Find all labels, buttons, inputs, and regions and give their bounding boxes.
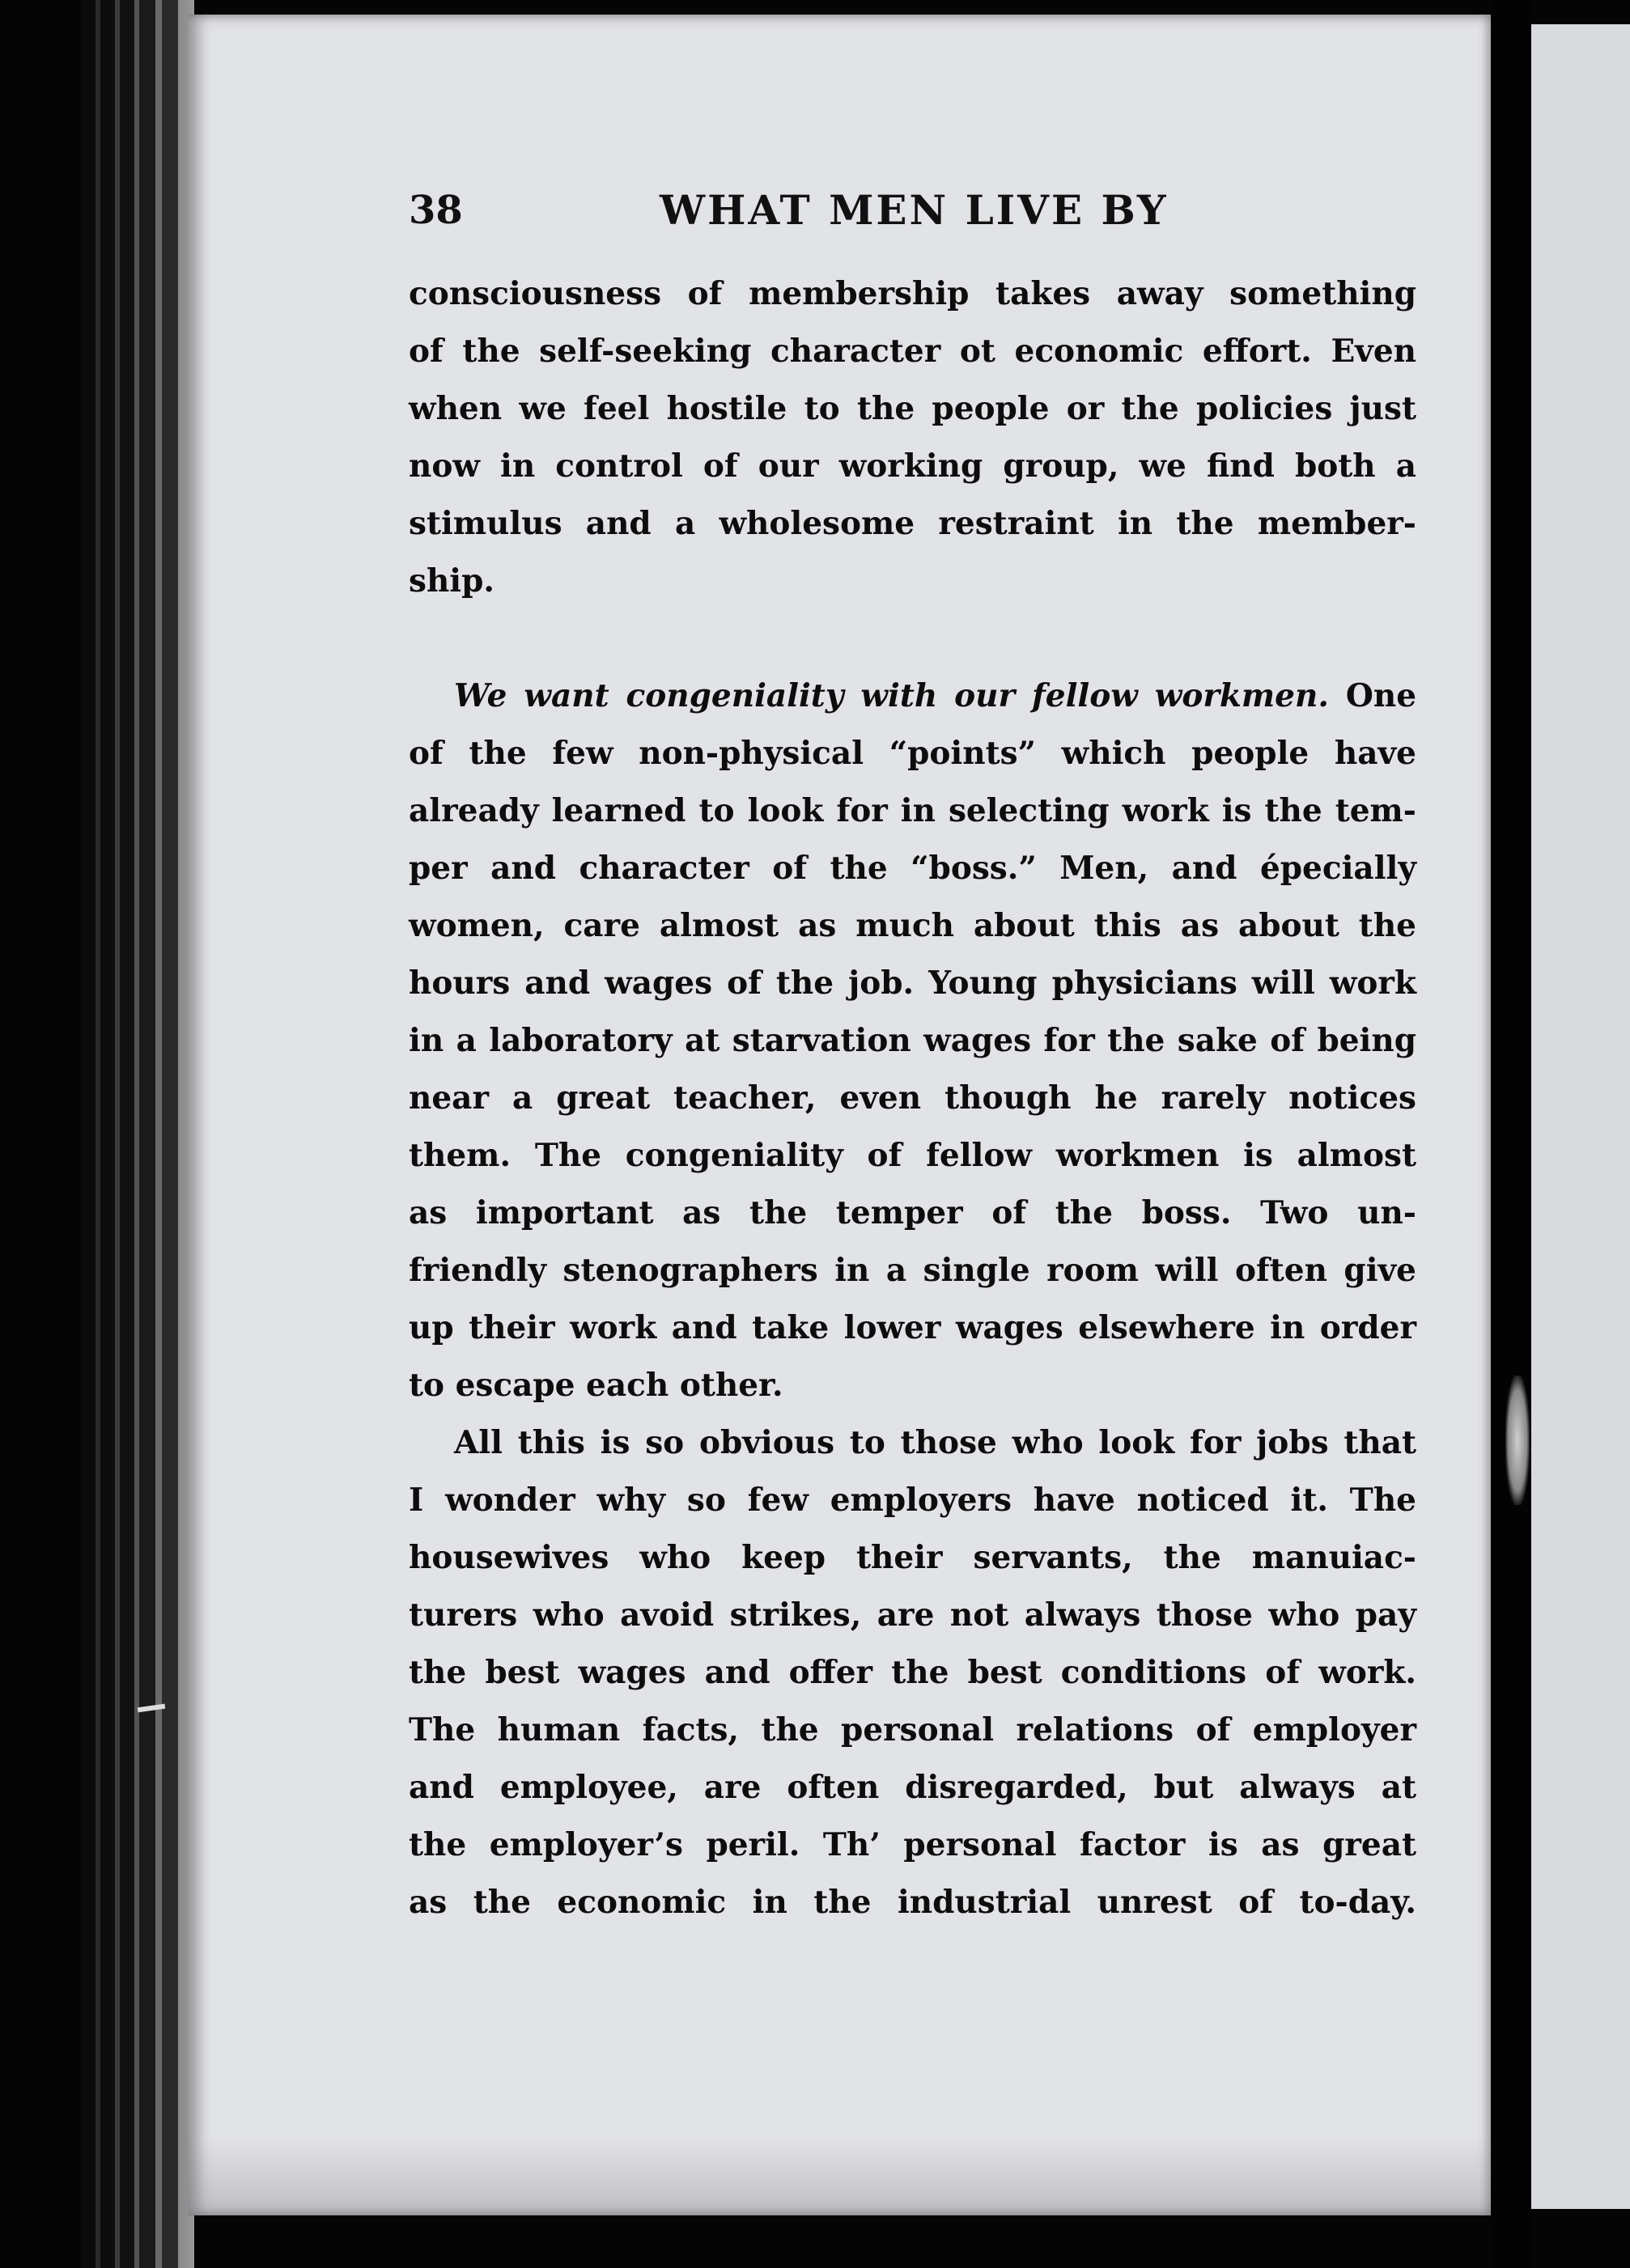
- text-line: in a laboratory at starvation wages for the sake of being: [409, 1022, 1416, 1059]
- adjacent-page-edge: [1531, 24, 1630, 2209]
- page-edge-damage: [1505, 1376, 1530, 1505]
- text-line: per and character of the “boss.” Men, and épecially: [409, 850, 1416, 887]
- italic-lead: We want congeniality with our fellow workmen.: [454, 677, 1329, 714]
- text-line: women, care almost as much about this as about the: [409, 907, 1416, 944]
- text-line: [409, 668, 1416, 725]
- text-line: housewives who keep their servants, the manuiac-: [409, 1539, 1416, 1576]
- text-line: them. The congeniality of fellow workmen is almost: [409, 1137, 1416, 1174]
- text-line: consciousness of membership takes away something: [409, 275, 1416, 312]
- text-line: up their work and take lower wages elsewhere in order: [409, 1309, 1416, 1346]
- text-line: to escape each other.: [409, 1367, 783, 1404]
- text-line: as important as the temper of the boss. Two un-: [409, 1194, 1416, 1232]
- paragraph: [409, 1414, 1416, 1931]
- page-number: 38: [409, 188, 463, 233]
- body-text: [409, 265, 1416, 1931]
- paragraph: [409, 265, 1416, 610]
- gutter-shadow: [1491, 0, 1531, 2268]
- text-line: hours and wages of the job. Young physicians will work: [409, 964, 1416, 1002]
- text-line: as the economic in the industrial unrest of to-day.: [409, 1884, 1416, 1921]
- text-line: turers who avoid strikes, are not always those who pay: [409, 1596, 1416, 1634]
- text-line: now in control of our working group, we find both a: [409, 447, 1416, 485]
- text-line: the employer’s peril. Th’ personal factor is as great: [409, 1826, 1416, 1863]
- text-line: friendly stenographers in a single room will often give: [409, 1252, 1416, 1289]
- text-line: near a great teacher, even though he rarely notices: [409, 1079, 1416, 1117]
- book-binding-edge: [81, 0, 194, 2268]
- text-line: when we feel hostile to the people or the policies just: [409, 390, 1416, 427]
- text-line: the best wages and offer the best conditions of work.: [409, 1654, 1416, 1691]
- text-line: I wonder why so few employers have noticed it. The: [409, 1482, 1416, 1519]
- text-line: ship.: [409, 562, 495, 600]
- text-line: stimulus and a wholesome restraint in the member-: [409, 505, 1416, 542]
- text-line: already learned to look for in selecting work is the tem-: [409, 792, 1416, 829]
- paragraph: [409, 668, 1416, 1414]
- text-line: All this is so obvious to those who look for jobs that: [454, 1424, 1416, 1461]
- text-fragment: One: [1328, 677, 1417, 714]
- text-line: of the self-seeking character ot economic effort. Even: [409, 333, 1416, 370]
- paragraph-spacer: [409, 610, 1416, 668]
- text-line: and employee, are often disregarded, but always at: [409, 1769, 1416, 1806]
- page-shadow: [188, 2136, 1491, 2215]
- running-title: WHAT MEN LIVE BY: [660, 186, 1169, 234]
- text-line: The human facts, the personal relations of employer: [409, 1711, 1416, 1749]
- text-line: of the few non-physical “points” which people have: [409, 735, 1416, 772]
